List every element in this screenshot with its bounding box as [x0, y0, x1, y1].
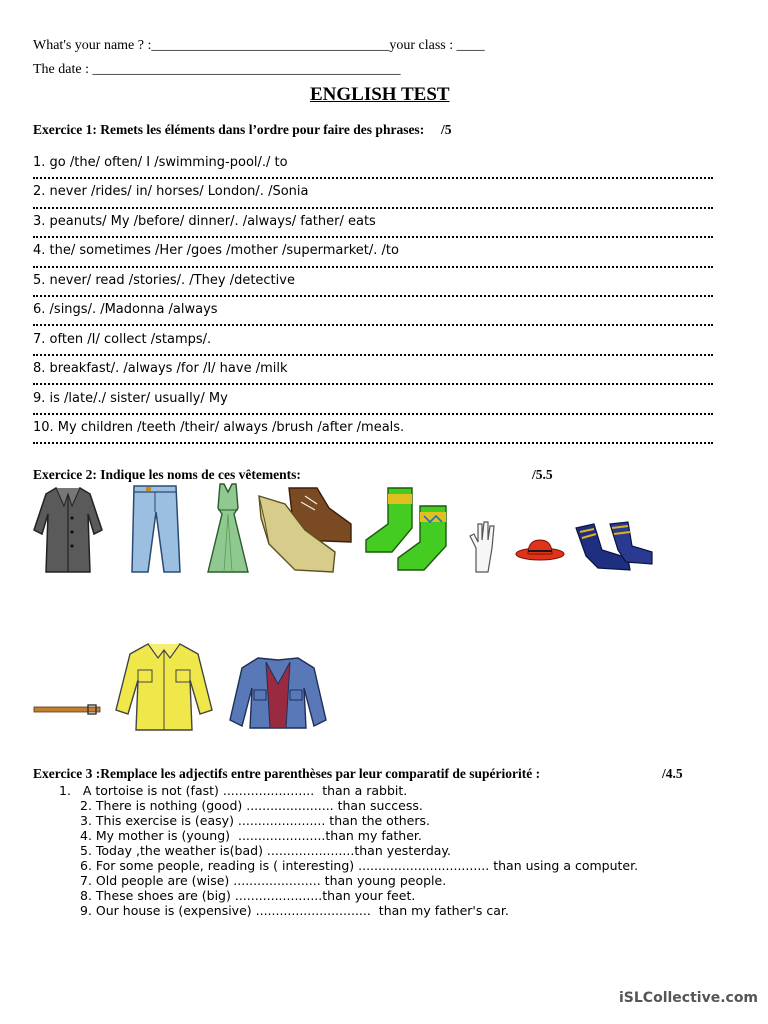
list-item: 5. Today ,the weather is(bad) ......................than yesterday. — [80, 843, 452, 858]
list-item: 2. never /rides/ in/ horses/ London/. /Sonia — [33, 184, 309, 199]
list-item: 3. peanuts/ My /before/ dinner/. /always/ father/ eats — [33, 214, 376, 229]
answer-line — [33, 411, 713, 415]
shoes-image — [255, 482, 355, 574]
list-item: 6. /sings/. /Madonna /always — [33, 302, 218, 317]
answer-line — [33, 234, 713, 238]
answer-line — [33, 352, 713, 356]
jacket-image — [228, 654, 328, 734]
list-item: 9. is /late/./ sister/ usually/ My — [33, 391, 228, 406]
answer-line — [33, 175, 713, 179]
answer-line — [33, 440, 713, 444]
list-item: 6. For some people, reading is ( interesting) ................................. than using a computer. — [80, 858, 639, 873]
page-title: ENGLISH TEST — [310, 84, 450, 105]
exercise3-title: Exercice 3 :Remplace les adjectifs entre parenthèses par leur comparatif de supériorité : — [33, 766, 541, 781]
list-item: 1. A tortoise is not (fast) ....................... than a rabbit. — [59, 783, 408, 798]
list-item: 9. Our house is (expensive) ............................. than my father's car. — [80, 903, 509, 918]
sock-pair-image — [572, 520, 656, 572]
list-item: 7. often /I/ collect /stamps/. — [33, 332, 212, 347]
gloves-image — [466, 518, 500, 574]
answer-line — [33, 264, 713, 268]
hat-image — [514, 536, 566, 562]
exercise3-score: /4.5 — [662, 766, 683, 781]
name-class-line: What's your name ? :__________________________________your class : ____ — [33, 38, 485, 53]
answer-line — [33, 322, 713, 326]
exercise2-score: /5.5 — [532, 467, 553, 482]
list-item: 4. the/ sometimes /Her /goes /mother /supermarket/. /to — [33, 243, 399, 258]
shirt-image — [114, 640, 214, 732]
list-item: 4. My mother is (young) ......................than my father. — [80, 828, 422, 843]
exercise2-title: Exercice 2: Indique les noms de ces vêtements: — [33, 467, 301, 482]
list-item: 8. These shoes are (big) ......................than your feet. — [80, 888, 416, 903]
list-item: 3. This exercise is (easy) ...................... than the others. — [80, 813, 430, 828]
dress-image — [204, 480, 252, 576]
list-item: 7. Old people are (wise) ...................... than young people. — [80, 873, 447, 888]
list-item: 8. breakfast/. /always /for /I/ have /milk — [33, 361, 288, 376]
jeans-image — [124, 482, 186, 576]
list-item: 1. go /the/ often/ I /swimming-pool/./ to — [33, 155, 288, 170]
answer-line — [33, 293, 713, 297]
list-item: 2. There is nothing (good) ...................... than success. — [80, 798, 423, 813]
watermark: iSLCollective.com — [619, 990, 759, 1006]
list-item: 10. My children /teeth /their/ always /brush /after /meals. — [33, 420, 405, 435]
answer-line — [33, 381, 713, 385]
list-item: 5. never/ read /stories/. /They /detective — [33, 273, 295, 288]
belt-image — [32, 704, 102, 716]
answer-line — [33, 205, 713, 209]
date-line: The date : ____________________________________________ — [33, 62, 401, 77]
socks-image — [358, 484, 458, 576]
coat-image — [30, 484, 106, 576]
exercise1-title: Exercice 1: Remets les éléments dans l’ordre pour faire des phrases: /5 — [33, 122, 452, 137]
